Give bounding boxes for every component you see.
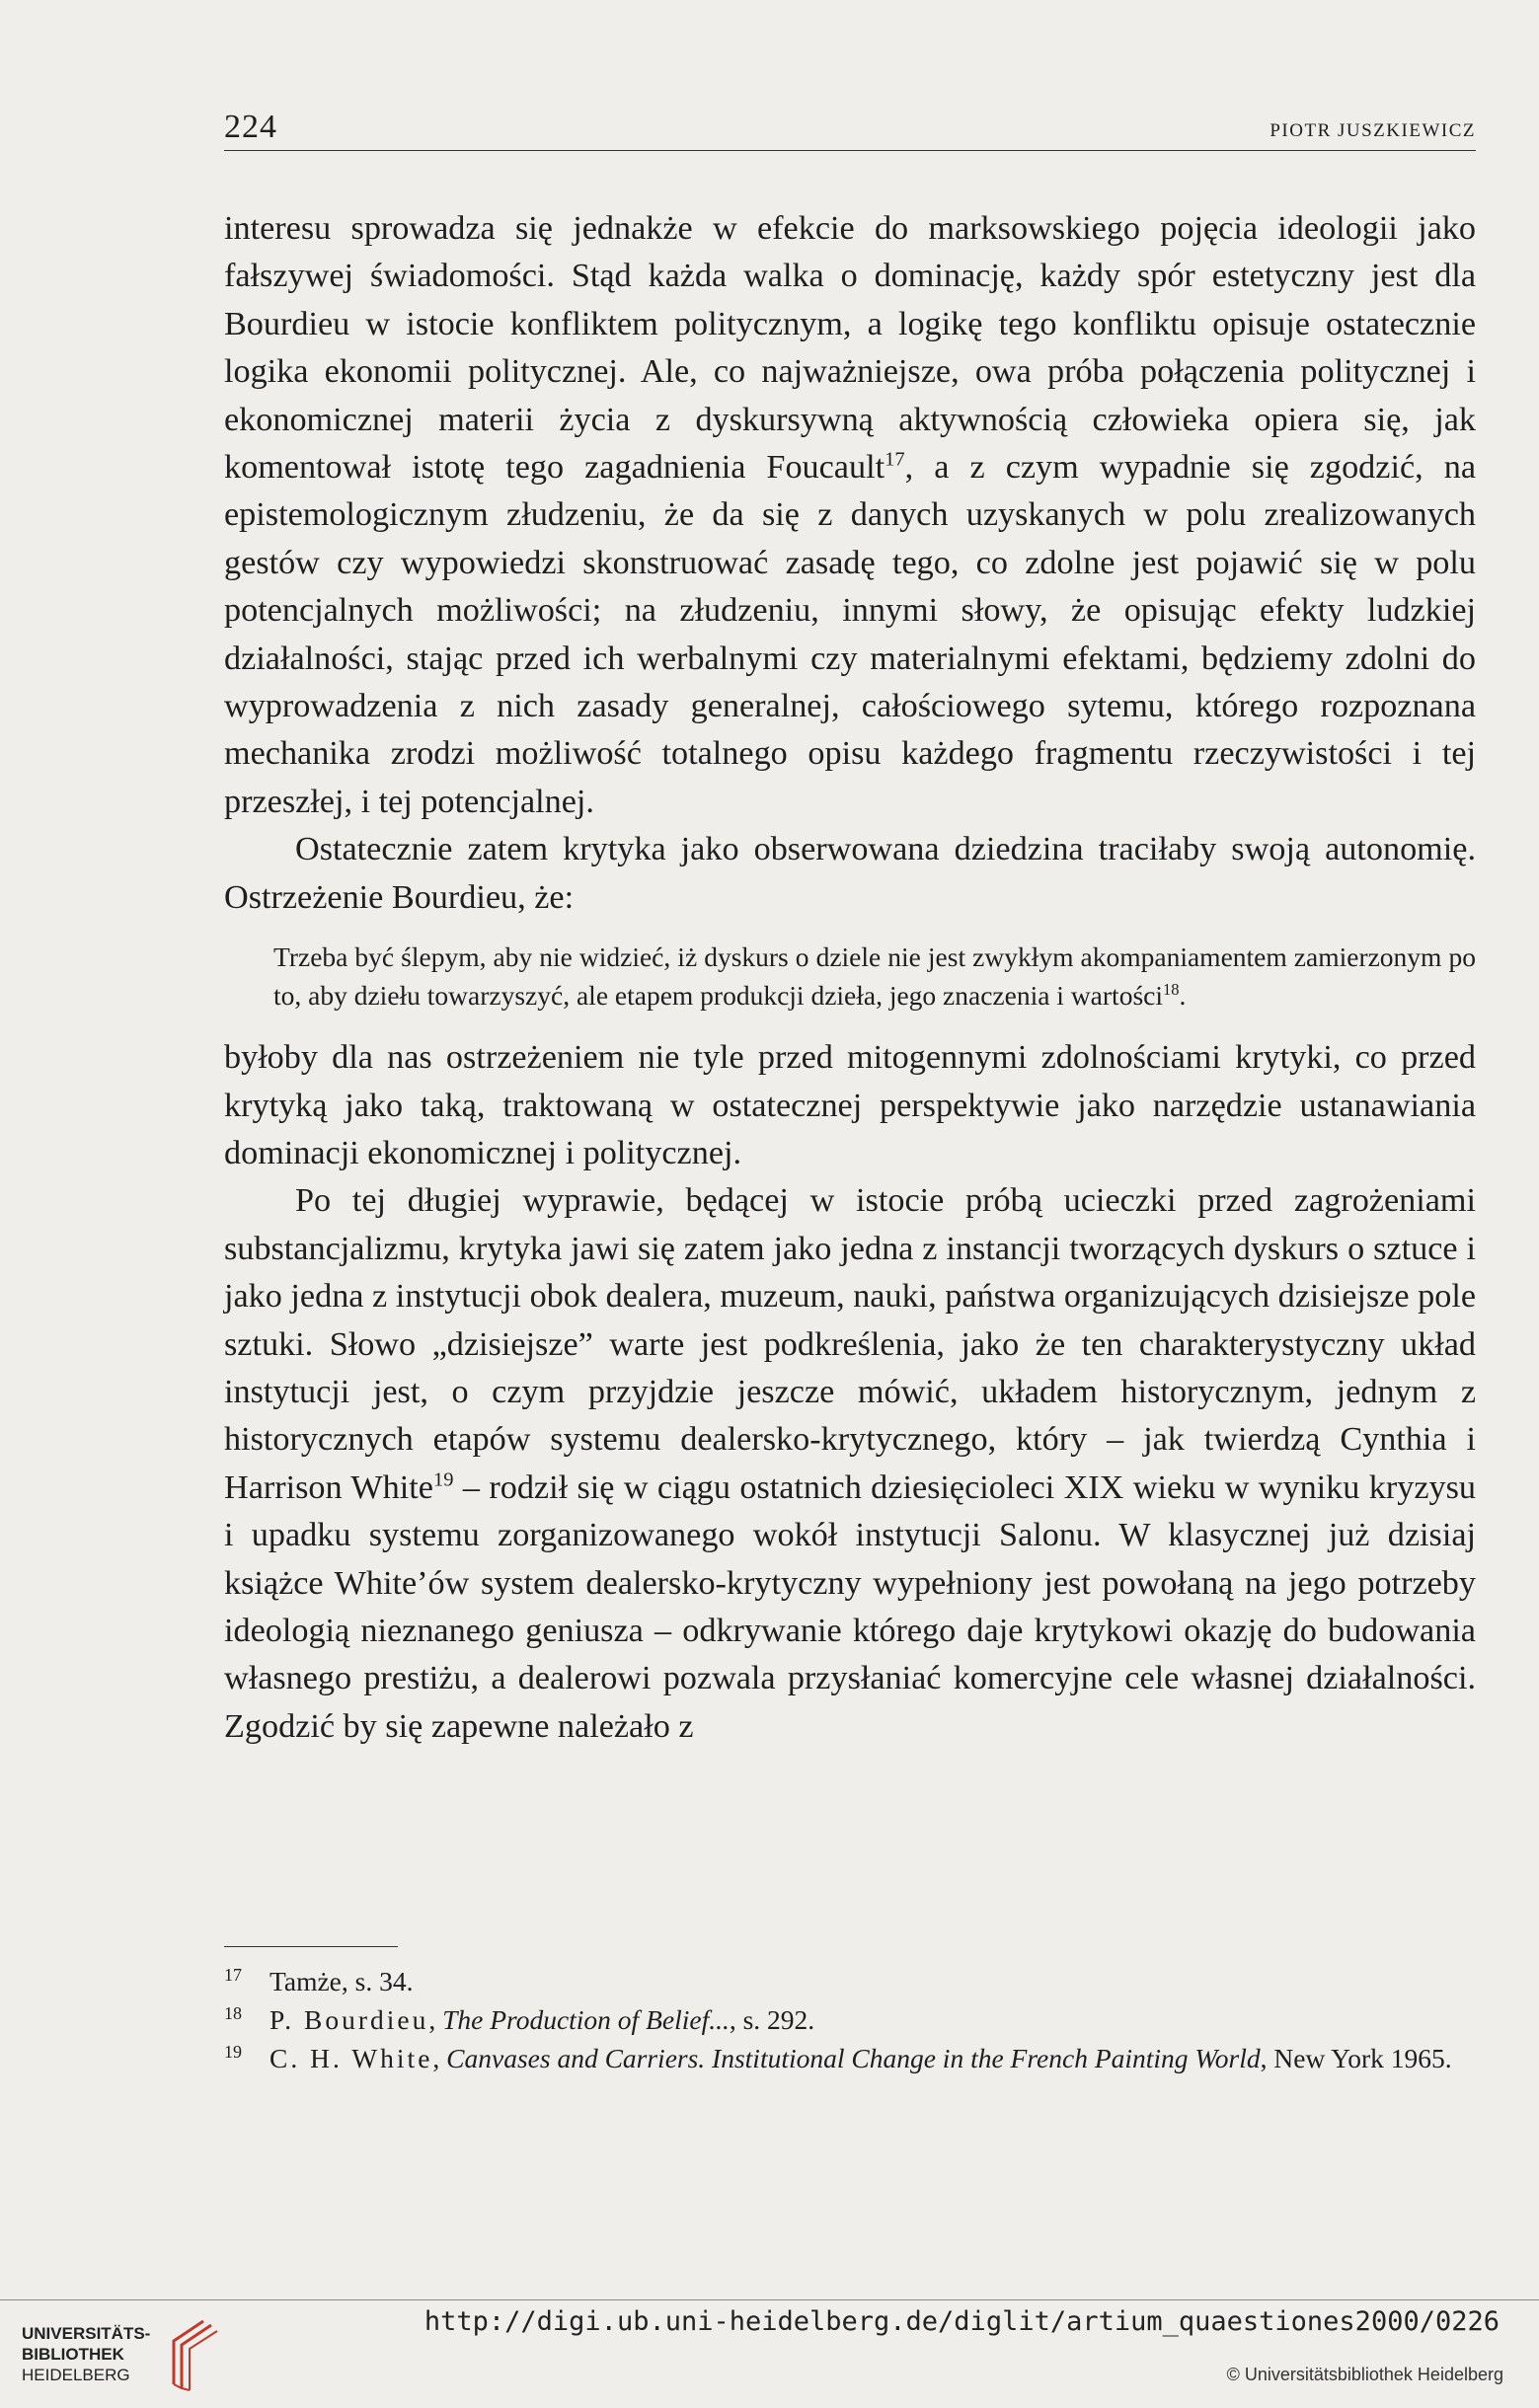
footnote-author: C. H. White (269, 2043, 433, 2073)
footnote-ref-18[interactable]: 18 (1163, 980, 1180, 1000)
copyright-notice: © Universitätsbibliothek Heidelberg (1226, 2365, 1503, 2384)
library-logo-icon (160, 2315, 221, 2392)
paragraph-2: Ostatecznie zatem krytyka jako obserwowana dziedzina traciłaby swoją autonomię. Ostrzeżenie Bourdieu, że: (224, 831, 1476, 916)
paragraph-1: interesu sprowadza się jednakże w efekcie do marksowskiego pojęcia ideologii jako fałszywej świadomości. Stąd każda walka o dominację, każdy spór estetyczny jest dla Bourdieu w istocie konfliktem politycznym, a logikę tego konfliktu opisuje ostatecznie logika ekonomii politycznej. Ale, co najważniejsze, owa próba połączenia politycznej i ekonomicznej materii życia z dyskursywną aktywnością człowieka opiera się, jak komentował istotę tego zagadnienia Foucault$^{17}$, a z czym wypadnie się zgodzić, na epistemologicznym złudzeniu, że da się z danych uzyskanych w polu zrealizowanych gestów czy wypowiedzi skonstruować zasadę tego, co zdolne jest pojawić się w polu potencjalnych możliwości; na złudzeniu, innymi słowy, że opisując efekty ludzkiej działalności, stając przed ich werbalnymi czy materialnymi efektami, będziemy zdolni do wyprowadzenia z nich zasady generalnej, całościowego sytemu, którego rozpoznana mechanika zrodzi możliwość totalnego opisu każdego fragmentu rzeczywistości i tej przeszłej, i tej potencjalnej. (224, 210, 1476, 820)
footnotes (224, 1962, 1476, 2077)
page-number: 224 (224, 109, 277, 145)
library-logo[interactable] (22, 2307, 229, 2398)
footnote-17: 17 Tamże, s. 34. (224, 1965, 414, 1996)
footnote-title: Canvases and Carriers. Institutional Change in the French Painting World (446, 2043, 1261, 2073)
paragraph-3: byłoby dla nas ostrzeżeniem nie tyle przed mitogennymi zdolnościami krytyki, co przed krytyką jako taką, traktowaną w ostatecznej perspektywie jako narzędzie ustanawiania dominacji ekonomicznej i politycznej. (224, 1039, 1476, 1171)
footnote-author: P. Bourdieu (269, 2004, 429, 2035)
footnote-19: 19 C. H. White, Canvases and Carriers. Institutional Change in the French Painting World, New York 1965. (224, 2042, 1452, 2073)
block-quote: Trzeba być ślepym, aby nie widzieć, iż dyskurs o dziele nie jest zwykłym akompaniamentem zamierzonym po to, aby dziełu towarzyszyć, ale etapem produkcji dzieła, jego znaczenia i wartości$^{18}$. (273, 941, 1476, 1012)
permalink-url[interactable]: http://digi.ub.uni-heidelberg.de/diglit/artium_quaestiones2000/0226 (423, 2306, 1500, 2337)
running-head: PIOTR JUSZKIEWICZ (1270, 120, 1476, 141)
footnote-ref-19[interactable]: 19 (432, 1468, 454, 1491)
footnote-ref-17[interactable]: 17 (885, 448, 905, 471)
footer-divider (0, 2299, 1539, 2300)
library-logo-text: UNIVERSITÄTS- BIBLIOTHEK HEIDELBERG (22, 2324, 151, 2384)
paragraph-4: Po tej długiej wyprawie, będącej w istocie próbą ucieczki przed zagrożeniami substancjalizmu, krytyka jawi się zatem jako jedna z instancji tworzących dyskurs o sztuce i jako jedna z instytucji obok dealera, muzeum, nauki, państwa organizujących dzisiejsze pole sztuki. Słowo „dzisiejsze” warte jest podkreślenia, jako że ten charakterystyczny układ instytucji jest, o czym przyjdzie jeszcze mówić, układem historycznym, jednym z historycznych etapów systemu dealersko-krytycznego, który – jak twierdzą Cynthia i Harrison White$^{19}$ – rodził się w ciągu ostatnich dziesięcioleci XIX wieku w wyniku kryzysu i upadku systemu zorganizowanego wokół instytucji Salonu. W klasycznej już dzisiaj książce White’ów system dealersko-krytyczny wypełniony jest powołaną na jego potrzeby ideologią nieznanego geniusza – odkrywanie którego daje krytykowi okazję do budowania własnego prestiżu, a dealerowi pozwala przysłaniać komercyjne cele własnej działalności. Zgodzić by się zapewne należało z (224, 1182, 1476, 1745)
footnote-title: The Production of Belief... (442, 2004, 730, 2035)
footnote-divider (224, 1946, 398, 1947)
body-text (224, 205, 1476, 1751)
page-header (224, 105, 1476, 151)
footnote-18: 18 P. Bourdieu, The Production of Belief..., s. 292. (224, 2003, 815, 2035)
